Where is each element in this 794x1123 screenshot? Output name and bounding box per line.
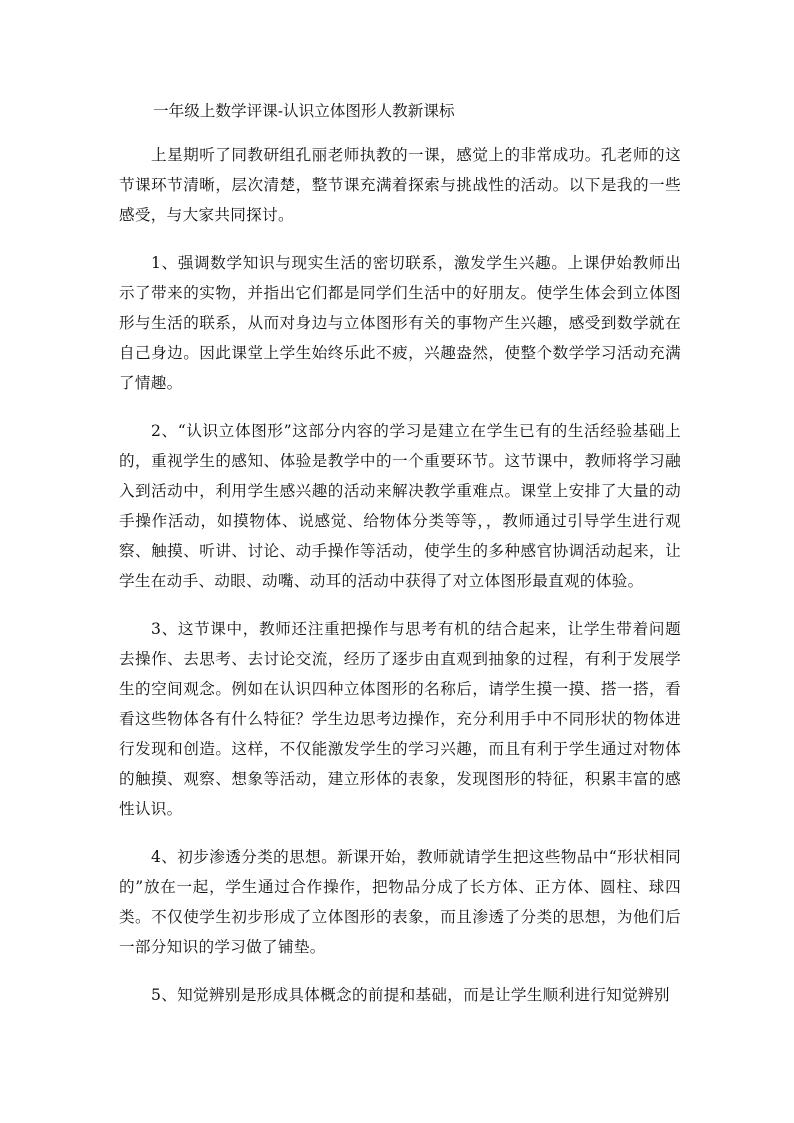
paragraph-point-4: 4、初步渗透分类的思想。新课开始，教师就请学生把这些物品中“形状相同的”放在一起，学生通过合作操作，把物品分成了长方体、正方体、圆柱、球四类。不仅使学生初步形成了立体图形的表象，而且渗透了分类的思想，为他们后一部分知识的学习做了铺垫。 [119,848,681,956]
paragraph-point-3: 3、这节课中，教师还注重把操作与思考有机的结合起来，让学生带着问题去操作、去思考、去讨论交流，经历了逐步由直观到抽象的过程，有利于发展学生的空间观念。例如在认识四种立体图形的名称后，请学生摸一摸、搭一搭，看看这些物体各有什么特征？学生边思考边操作，充分利用手中不同形状的物体进行发现和创造。这样，不仅能激发学生的学习兴趣，而且有利于学生通过对物体的触摸、观察、想象等活动，建立形体的表象，发现图形的特征，积累丰富的感性认识。 [119,620,681,818]
paragraph-point-5: 5、知觉辨别是形成具体概念的前提和基础，而是让学生顺利进行知觉辨别 [151,986,670,1004]
paragraph-point-1: 1、强调数学知识与现实生活的密切联系，激发学生兴趣。上课伊始教师出示了带来的实物，并指出它们都是同学们生活中的好朋友。使学生体会到立体图形与生活的联系，从而对身边与立体图形有关的事物产生兴趣，感受到数学就在自己身边。因此课堂上学生始终乐此不疲，兴趣盎然，使整个数学学习活动充满了情趣。 [119,254,681,392]
paragraph-point-2: 2、“认识立体图形”这部分内容的学习是建立在学生已有的生活经验基础上的，重视学生的感知、体验是教学中的一个重要环节。这节课中，教师将学习融入到活动中，利用学生感兴趣的活动来解决教学重难点。课堂上安排了大量的动手操作活动，如摸物体、说感觉、给物体分类等等，，教师通过引导学生进行观察、触摸、听讲、讨论、动手操作等活动，使学生的多种感官协调活动起来，让学生在动手、动眼、动嘴、动耳的活动中获得了对立体图形最直观的体验。 [119,422,681,590]
paragraph-intro: 上星期听了同教研组孔丽老师执教的一课，感觉上的非常成功。孔老师的这节课环节清晰，层次清楚，整节课充满着探索与挑战性的活动。以下是我的一些感受，与大家共同探讨。 [119,146,681,224]
document-body [119,96,681,1010]
document-title: 一年级上数学评课-认识立体图形人教新课标 [153,102,455,120]
